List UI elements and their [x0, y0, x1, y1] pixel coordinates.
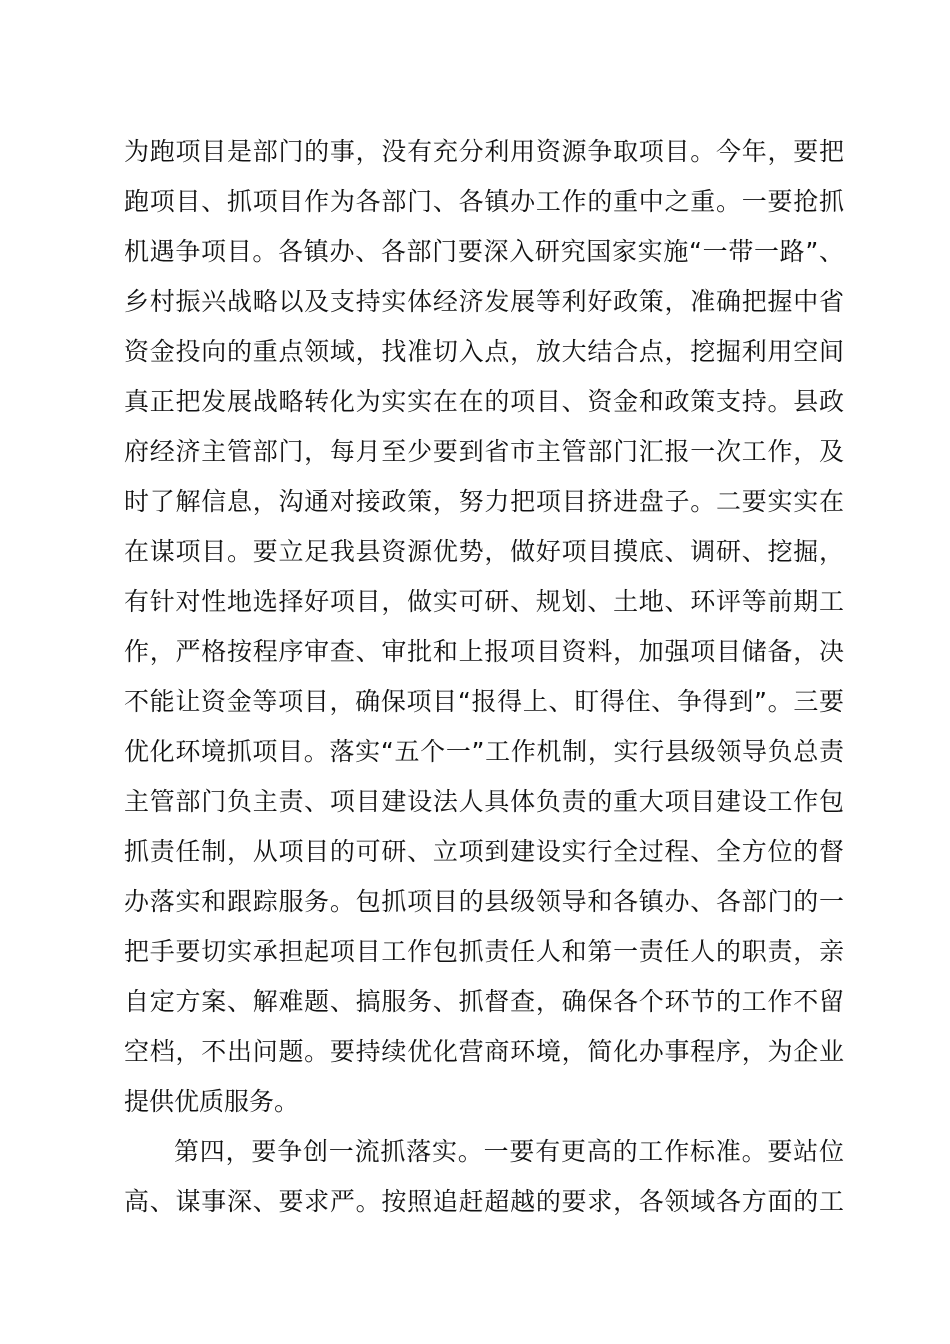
text-line: 真正把发展战略转化为实实在在的项目、资金和政策支持。县政	[124, 387, 844, 416]
text-line: 在谋项目。要立足我县资源优势，做好项目摸底、调研、挖掘，	[124, 537, 844, 566]
text-line: 机遇争项目。各镇办、各部门要深入研究国家实施“一带一路”、	[124, 237, 844, 266]
text-line: 提供优质服务。	[124, 1087, 300, 1116]
text-line: 优化环境抓项目。落实“五个一”工作机制，实行县级领导负总责	[124, 737, 844, 766]
text-line: 为跑项目是部门的事，没有充分利用资源争取项目。今年，要把	[124, 137, 844, 166]
text-line: 办落实和跟踪服务。包抓项目的县级领导和各镇办、各部门的一	[124, 887, 844, 916]
text-line: 高、谋事深、要求严。按照追赶超越的要求，各领域各方面的工	[124, 1187, 844, 1216]
text-line: 抓责任制，从项目的可研、立项到建设实行全过程、全方位的督	[124, 837, 844, 866]
text-line: 府经济主管部门，每月至少要到省市主管部门汇报一次工作，及	[124, 437, 844, 466]
text-line: 自定方案、解难题、搞服务、抓督查，确保各个环节的工作不留	[124, 987, 844, 1016]
text-line: 主管部门负主责、项目建设法人具体负责的重大项目建设工作包	[124, 787, 844, 816]
text-line: 资金投向的重点领域，找准切入点，放大结合点，挖掘利用空间	[124, 337, 844, 366]
text-line: 有针对性地选择好项目，做实可研、规划、土地、环评等前期工	[124, 587, 844, 616]
text-line: 时了解信息，沟通对接政策，努力把项目挤进盘子。二要实实在	[124, 487, 844, 516]
text-line: 空档，不出问题。要持续优化营商环境，简化办事程序，为企业	[124, 1037, 844, 1066]
paragraph	[124, 127, 844, 1127]
body-text	[124, 127, 844, 1227]
text-line: 不能让资金等项目，确保项目“报得上、盯得住、争得到”。三要	[124, 687, 844, 716]
paragraph	[124, 1127, 844, 1227]
text-line: 第四，要争创一流抓落实。一要有更高的工作标准。要站位	[174, 1137, 844, 1166]
text-line: 乡村振兴战略以及支持实体经济发展等利好政策，准确把握中省	[124, 287, 844, 316]
text-line: 把手要切实承担起项目工作包抓责任人和第一责任人的职责，亲	[124, 937, 844, 966]
text-line: 作，严格按程序审查、审批和上报项目资料，加强项目储备，决	[124, 637, 844, 666]
text-line: 跑项目、抓项目作为各部门、各镇办工作的重中之重。一要抢抓	[124, 187, 844, 216]
